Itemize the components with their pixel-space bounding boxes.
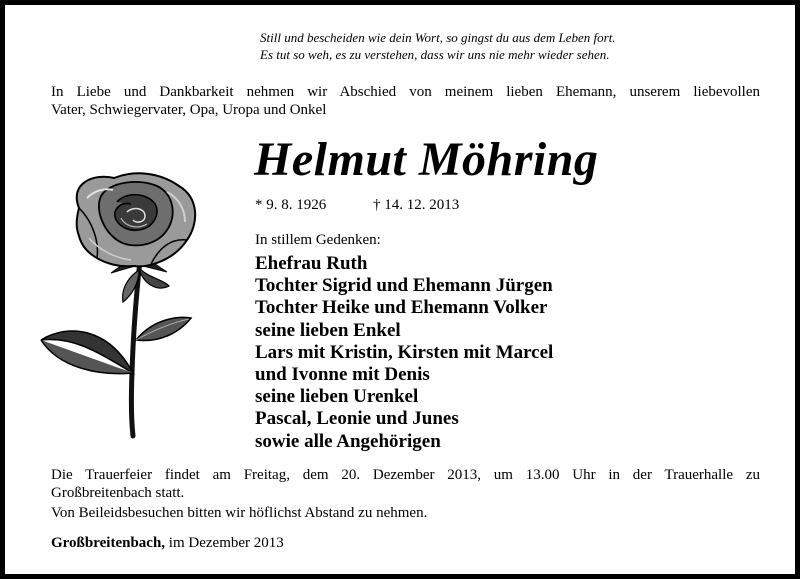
mourner-line: Pascal, Leonie und Junes xyxy=(255,408,459,430)
mourner-line: seine lieben Urenkel xyxy=(255,386,419,408)
poem-line-1: Still und bescheiden wie dein Wort, so gingst du aus dem Leben fort. xyxy=(260,30,616,45)
mourners-list xyxy=(255,253,553,453)
birth-date: * 9. 8. 1926 xyxy=(255,197,327,213)
rose-icon xyxy=(39,168,217,440)
mourner-line: Tochter Heike und Ehemann Volker xyxy=(255,297,548,319)
funeral-info-line-2: Großbreitenbach statt. xyxy=(51,485,185,501)
intro-line-2: Vater, Schwiegervater, Opa, Uropa und Onkel xyxy=(51,102,327,118)
mourner-line: und Ivonne mit Denis xyxy=(255,364,430,386)
footer-date: im Dezember 2013 xyxy=(168,535,284,551)
mourners-intro: In stillem Gedenken: xyxy=(255,232,381,248)
deceased-name: Helmut Möhring xyxy=(254,133,599,186)
condolence-note: Von Beileidsbesuchen bitten wir höflichst Abstand zu nehmen. xyxy=(51,505,428,521)
poem-line-2: Es tut so weh, es zu verstehen, dass wir uns nie mehr wieder sehen. xyxy=(260,47,610,62)
mourner-line: Tochter Sigrid und Ehemann Jürgen xyxy=(255,275,553,297)
mourner-line: sowie alle Angehörigen xyxy=(255,430,441,452)
mourner-line: Lars mit Kristin, Kirsten mit Marcel xyxy=(255,341,554,363)
intro-line-1: In Liebe und Dankbarkeit nehmen wir Abschied von meinem lieben Ehemann, unserem liebevollen xyxy=(51,84,760,100)
funeral-info-line-1: Die Trauerfeier findet am Freitag, dem 20. Dezember 2013, um 13.00 Uhr in der Trauerhalle zu xyxy=(51,467,760,483)
footer-place-date xyxy=(51,534,284,553)
death-date: † 14. 12. 2013 xyxy=(373,197,460,213)
footer-place: Großbreitenbach, xyxy=(51,535,166,551)
mourner-line: Ehefrau Ruth xyxy=(255,253,368,274)
mourner-line: seine lieben Enkel xyxy=(255,319,401,341)
